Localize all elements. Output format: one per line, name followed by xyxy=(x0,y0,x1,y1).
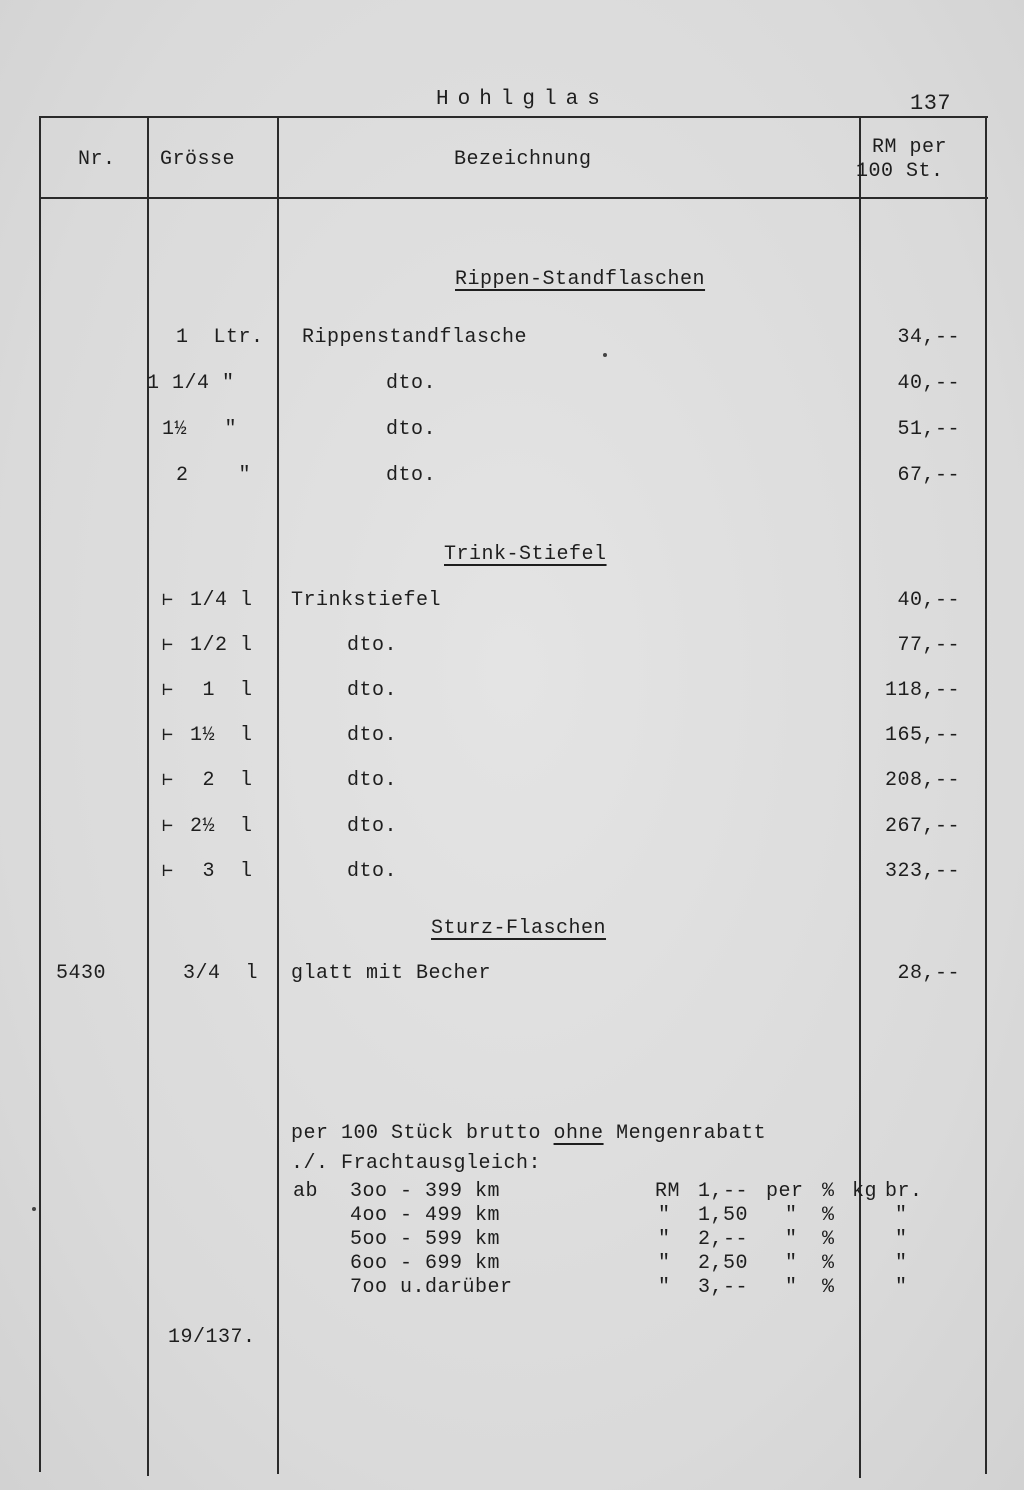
section-heading: Sturz-Flaschen xyxy=(431,917,607,940)
price-cell: 40,-- xyxy=(897,589,960,612)
size-cell: 1 Ltr. xyxy=(176,326,264,349)
freight-currency: " xyxy=(658,1252,671,1275)
column-rule-nr xyxy=(147,116,149,1476)
column-header-groesse: Grösse xyxy=(160,148,236,171)
freight-per: " xyxy=(785,1276,798,1299)
freight-amount: 2,-- xyxy=(698,1228,749,1251)
price-cell: 77,-- xyxy=(897,634,960,657)
column-rule-bezeichnung xyxy=(859,116,861,1478)
dimension-mark-icon: ⊢ xyxy=(162,862,174,882)
page-reference: 19/137. xyxy=(168,1326,256,1349)
freight-suffix: " xyxy=(895,1228,908,1251)
dimension-mark-icon: ⊢ xyxy=(162,771,174,791)
price-cell: 323,-- xyxy=(884,860,960,883)
freight-per: per xyxy=(766,1180,804,1203)
freight-suffix: " xyxy=(895,1204,908,1227)
page-title: Hohlglas xyxy=(436,88,609,111)
size-cell: 1½ l xyxy=(190,724,253,747)
note-emphasis: ohne xyxy=(553,1122,604,1145)
column-header-price-line1: RM per xyxy=(872,136,948,159)
note-text: Mengenrabatt xyxy=(603,1122,767,1145)
size-cell: 1/4 l xyxy=(190,589,253,612)
price-cell: 208,-- xyxy=(884,769,960,792)
freight-amount: 3,-- xyxy=(698,1276,749,1299)
table-top-rule xyxy=(40,116,988,118)
freight-range: 7oo u.darüber xyxy=(350,1276,513,1299)
column-header-bezeichnung: Bezeichnung xyxy=(454,148,592,171)
size-cell: 2 l xyxy=(190,769,253,792)
dimension-mark-icon: ⊢ xyxy=(162,591,174,611)
freight-suffix: " xyxy=(895,1252,908,1275)
price-cell: 165,-- xyxy=(884,724,960,747)
freight-suffix: br. xyxy=(885,1180,923,1203)
ink-speck xyxy=(603,353,607,357)
description-cell: glatt mit Becher xyxy=(291,962,492,985)
freight-currency: " xyxy=(658,1228,671,1251)
description-cell: Rippenstandflasche xyxy=(302,326,528,349)
pricing-note xyxy=(291,1122,766,1146)
size-cell: 3/4 l xyxy=(183,962,259,985)
freight-suffix: " xyxy=(895,1276,908,1299)
dimension-mark-icon: ⊢ xyxy=(162,681,174,701)
size-cell: 1 l xyxy=(190,679,253,702)
column-rule-right xyxy=(985,116,987,1474)
freight-percent: % xyxy=(822,1180,835,1203)
price-cell: 267,-- xyxy=(884,815,960,838)
price-cell: 67,-- xyxy=(897,464,960,487)
description-cell: dto. xyxy=(347,679,398,702)
freight-range: 4oo - 499 km xyxy=(350,1204,501,1227)
size-cell: 2½ l xyxy=(190,815,253,838)
price-cell: 28,-- xyxy=(897,962,960,985)
ink-speck xyxy=(32,1207,36,1211)
freight-unit: kg xyxy=(852,1180,878,1203)
freight-currency: " xyxy=(658,1276,671,1299)
freight-amount: 2,50 xyxy=(698,1252,749,1275)
description-cell: dto. xyxy=(347,724,398,747)
dimension-mark-icon: ⊢ xyxy=(162,726,174,746)
freight-currency: RM xyxy=(655,1180,681,1203)
article-number-cell: 5430 xyxy=(56,962,107,985)
description-cell: dto. xyxy=(347,860,398,883)
section-heading: Rippen-Standflaschen xyxy=(455,268,706,291)
freight-amount: 1,50 xyxy=(698,1204,749,1227)
page-number: 137 xyxy=(910,91,952,116)
freight-percent: % xyxy=(822,1204,835,1227)
size-cell: 1/2 l xyxy=(190,634,253,657)
description-cell: dto. xyxy=(386,418,437,441)
description-cell: dto. xyxy=(386,464,437,487)
note-text: per 100 Stück brutto xyxy=(291,1122,554,1145)
freight-range: 5oo - 599 km xyxy=(350,1228,501,1251)
table-header-rule xyxy=(40,197,988,199)
freight-percent: % xyxy=(822,1276,835,1299)
dimension-mark-icon: ⊢ xyxy=(162,817,174,837)
size-cell: 2 " xyxy=(176,464,252,487)
size-cell: 1 1/4 " xyxy=(147,372,235,395)
price-cell: 118,-- xyxy=(884,679,960,702)
freight-per: " xyxy=(785,1204,798,1227)
freight-amount: 1,-- xyxy=(698,1180,749,1203)
description-cell: dto. xyxy=(347,634,398,657)
freight-range: 3oo - 399 km xyxy=(350,1180,501,1203)
freight-currency: " xyxy=(658,1204,671,1227)
freight-per: " xyxy=(785,1252,798,1275)
price-cell: 40,-- xyxy=(897,372,960,395)
description-cell: dto. xyxy=(347,769,398,792)
freight-range: 6oo - 699 km xyxy=(350,1252,501,1275)
size-cell: 1½ " xyxy=(162,418,238,441)
freight-percent: % xyxy=(822,1228,835,1251)
freight-prefix: ab xyxy=(293,1180,319,1203)
description-cell: Trinkstiefel xyxy=(291,589,442,612)
description-cell: dto. xyxy=(386,372,437,395)
size-cell: 3 l xyxy=(190,860,253,883)
column-header-nr: Nr. xyxy=(78,148,116,171)
column-header-price-line2: 100 St. xyxy=(856,160,944,183)
price-cell: 51,-- xyxy=(897,418,960,441)
column-rule-groesse xyxy=(277,116,279,1474)
freight-heading: ./. Frachtausgleich: xyxy=(291,1152,542,1175)
freight-percent: % xyxy=(822,1252,835,1275)
column-rule-left xyxy=(39,116,41,1472)
price-cell: 34,-- xyxy=(897,326,960,349)
section-heading: Trink-Stiefel xyxy=(444,543,607,566)
dimension-mark-icon: ⊢ xyxy=(162,636,174,656)
freight-per: " xyxy=(785,1228,798,1251)
description-cell: dto. xyxy=(347,815,398,838)
